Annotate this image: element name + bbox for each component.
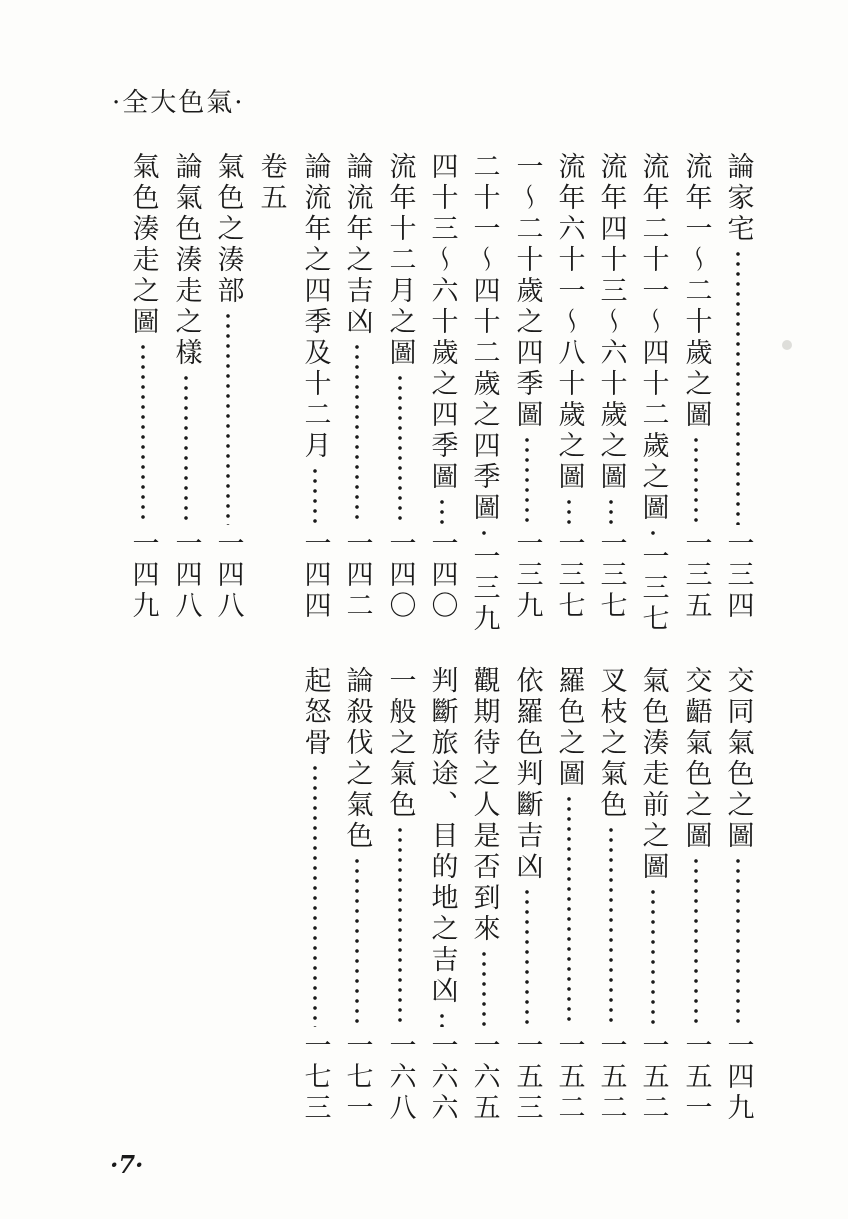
toc-dot-leader <box>482 949 486 1027</box>
toc-entry-title: 二十一～四十二歲之四季圖 <box>468 152 500 524</box>
toc-dot-leader <box>651 887 655 1027</box>
toc-entry-page: 一三九 <box>468 542 500 635</box>
toc-dot-leader <box>567 794 571 1027</box>
toc-dot-leader <box>694 856 698 1027</box>
toc-entry <box>422 666 462 1124</box>
toc-entry <box>464 666 504 1124</box>
toc-entry-title: 流年四十三～六十歲之圖 <box>595 152 627 493</box>
toc-entry <box>251 152 291 622</box>
toc-entry <box>422 152 462 622</box>
toc-dot-leader <box>313 763 317 1027</box>
toc-entry-page: 一三四 <box>722 529 754 622</box>
toc-entry-title: 論家宅 <box>722 152 754 245</box>
toc-entry <box>591 666 631 1124</box>
toc-entry-title: 觀期待之人是否到來 <box>468 666 500 945</box>
toc-entry-page: 一五二 <box>595 1031 627 1124</box>
toc-entry <box>633 666 673 1124</box>
toc-dot-leader <box>398 825 402 1027</box>
toc-entry <box>208 152 248 622</box>
toc-dot-leader <box>525 435 529 525</box>
toc-dot-leader <box>440 497 444 525</box>
toc-dot-leader <box>398 373 402 525</box>
toc-dot-leader <box>482 528 486 538</box>
toc-dot-leader <box>609 497 613 525</box>
toc-entry <box>337 666 377 1124</box>
toc-entry <box>380 152 420 622</box>
toc-dot-leader <box>736 249 740 525</box>
toc-entry <box>718 152 758 622</box>
toc-dot-leader <box>609 825 613 1027</box>
toc-entry-title: 交同氣色之圖 <box>722 666 754 852</box>
toc-dot-leader <box>141 342 145 525</box>
toc-entry-page: 一四〇 <box>426 529 458 622</box>
toc-entry-title: 論氣色湊走之樣 <box>170 152 202 369</box>
toc-entry <box>507 666 547 1124</box>
toc-dot-leader <box>313 466 317 525</box>
toc-dot-leader <box>226 311 230 525</box>
toc-entry-title: 叉枝之氣色 <box>595 666 627 821</box>
toc-entry-title: 判斷旅途、目的地之吉凶 <box>426 666 458 1007</box>
toc-entry <box>549 666 589 1124</box>
toc-entry <box>676 152 716 622</box>
toc-entry-page: 一五三 <box>511 1031 543 1124</box>
toc-entry-page: 一六八 <box>384 1031 416 1124</box>
toc-entry-page: 一四二 <box>341 529 373 622</box>
toc-entry-title: 論流年之四季及十二月 <box>299 152 331 462</box>
toc-entry-page: 一三九 <box>511 529 543 622</box>
toc-dot-leader <box>567 497 571 525</box>
toc-entry <box>633 152 673 635</box>
toc-entry-page: 一五二 <box>637 1031 669 1124</box>
toc-entry-page: 一四八 <box>170 529 202 622</box>
toc-entry-page: 一四四 <box>299 529 331 622</box>
toc-entry-page: 一四八 <box>212 529 244 622</box>
toc-entry-page: 一七三 <box>299 1031 331 1124</box>
toc-entry-page: 一三七 <box>553 529 585 622</box>
toc-entry-page: 一三七 <box>595 529 627 622</box>
toc-entry-title: 羅色之圖 <box>553 666 585 790</box>
toc-entry <box>380 666 420 1124</box>
toc-entry-title: 氣色湊走之圖 <box>127 152 159 338</box>
paper-smudge <box>782 340 792 350</box>
toc-dot-leader <box>355 856 359 1027</box>
toc-entry-title: 一～二十歲之四季圖 <box>511 152 543 431</box>
toc-entry <box>295 152 335 622</box>
toc-entry <box>507 152 547 622</box>
toc-entry-page: 一四〇 <box>384 529 416 622</box>
toc-dot-leader <box>355 342 359 525</box>
toc-entry <box>337 152 377 622</box>
toc-entry <box>295 666 335 1124</box>
toc-entry-title: 起怒骨 <box>299 666 331 759</box>
toc-entry-title: 流年六十一～八十歲之圖 <box>553 152 585 493</box>
toc-entry-title: 論流年之吉凶 <box>341 152 373 338</box>
toc-entry <box>166 152 206 622</box>
toc-dot-leader <box>440 1011 444 1027</box>
toc-entry-title: 流年一～二十歲之圖 <box>680 152 712 431</box>
toc-dot-leader <box>651 528 655 538</box>
toc-entry-title: 卷五 <box>255 152 287 214</box>
toc-entry-page: 一四九 <box>722 1031 754 1124</box>
page-header: ·全大色氣· <box>112 88 245 118</box>
toc-dot-leader <box>184 373 188 525</box>
toc-entry-page: 一五二 <box>553 1031 585 1124</box>
toc-entry <box>591 152 631 622</box>
toc-entry-title: 氣色湊走前之圖 <box>637 666 669 883</box>
toc-dot-leader <box>525 887 529 1027</box>
toc-entry-page: 一六六 <box>426 1031 458 1124</box>
toc-entry-page: 一六五 <box>468 1031 500 1124</box>
toc-entry-page: 一七一 <box>341 1031 373 1124</box>
toc-entry-title: 一般之氣色 <box>384 666 416 821</box>
toc-entry <box>549 152 589 622</box>
toc-entry-page: 一五一 <box>680 1031 712 1124</box>
toc-entry <box>718 666 758 1124</box>
toc-entry-title: 流年二十一～四十二歲之圖 <box>637 152 669 524</box>
toc-entry-page: 一三七 <box>637 542 669 635</box>
toc-entry-title: 四十三～六十歲之四季圖 <box>426 152 458 493</box>
toc-entry <box>464 152 504 635</box>
toc-entry-title: 流年十二月之圖 <box>384 152 416 369</box>
toc-entry-title: 依羅色判斷吉凶 <box>511 666 543 883</box>
toc-dot-leader <box>694 435 698 525</box>
toc-entry-page: 一四九 <box>127 529 159 622</box>
toc-dot-leader <box>736 856 740 1027</box>
toc-entry-title: 交齬氣色之圖 <box>680 666 712 852</box>
toc-entry-title: 論殺伐之氣色 <box>341 666 373 852</box>
toc-entry-page: 一三五 <box>680 529 712 622</box>
page-number: ·7· <box>110 1150 144 1179</box>
toc-entry <box>676 666 716 1124</box>
toc-entry <box>123 152 163 622</box>
toc-entry-title: 氣色之湊部 <box>212 152 244 307</box>
